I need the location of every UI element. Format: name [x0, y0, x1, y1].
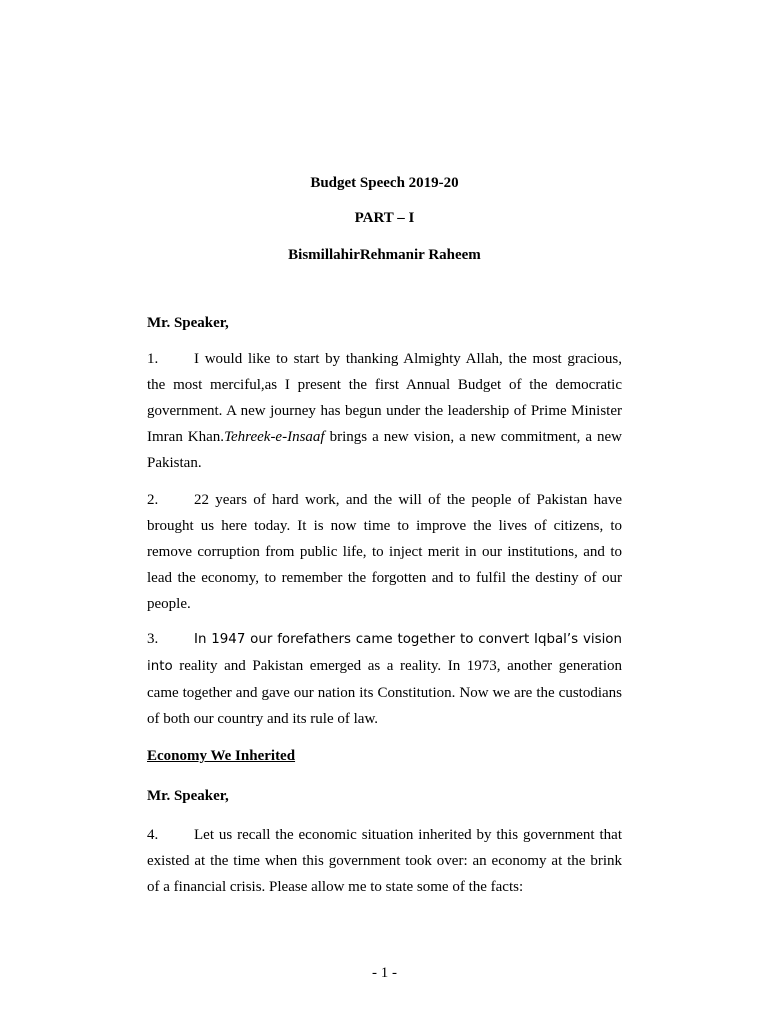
paragraph-text: In 1947 our forefathers came together to convert Iqbal’s vision into	[147, 632, 622, 674]
paragraph-text-continued: brings a new vision, a new commitment, a new Pakistan.	[147, 429, 623, 471]
section-heading: Economy We Inherited	[147, 748, 296, 764]
salutation: Mr. Speaker,	[147, 788, 229, 804]
paragraph-text: Let us recall the economic situation inherited by this government that existed at the time when this government took over: an economy at the brink of a financial crisis. Please allow me to state some of the facts:	[147, 827, 622, 895]
salutation: Mr. Speaker,	[147, 315, 229, 331]
paragraph-text: 22 years of hard work, and the will of the people of Pakistan have brought us here today. It is now time to improve the lives of citizens, to remove corruption from public life, to inject merit in our institutions, and to lead the economy, to remember the forgotten and to fulfil the destiny of our people.	[147, 492, 622, 612]
paragraph-number: 3.	[147, 631, 159, 647]
paragraph-text-continued: reality and Pakistan emerged as a reality. In 1973, another generation came together and gave our nation its Constitution. Now we are the custodians of both our country and its rule of law.	[147, 658, 622, 727]
paragraph-number: 4.	[147, 827, 159, 843]
document-title: Budget Speech 2019-20	[310, 175, 459, 191]
document-page	[147, 0, 622, 1024]
paragraph-number: 1.	[147, 351, 159, 367]
part-heading: PART – I	[354, 210, 415, 226]
party-name: Tehreek-e-Insaaf	[224, 429, 325, 445]
paragraph-4	[147, 822, 622, 900]
paragraph-2	[147, 487, 622, 617]
invocation-heading: BismillahirRehmanir Raheem	[288, 247, 481, 263]
paragraph-number: 2.	[147, 492, 159, 508]
paragraph-text: I would like to start by thanking Almighty Allah, the most gracious, the most merciful,as I present the first Annual Budget of the democratic government. A new journey has begun under the leadership of Prime Minister Imran Khan.	[147, 351, 622, 445]
paragraph-1	[147, 346, 622, 476]
paragraph-3	[147, 626, 622, 732]
page-number: - 1 -	[372, 965, 397, 981]
